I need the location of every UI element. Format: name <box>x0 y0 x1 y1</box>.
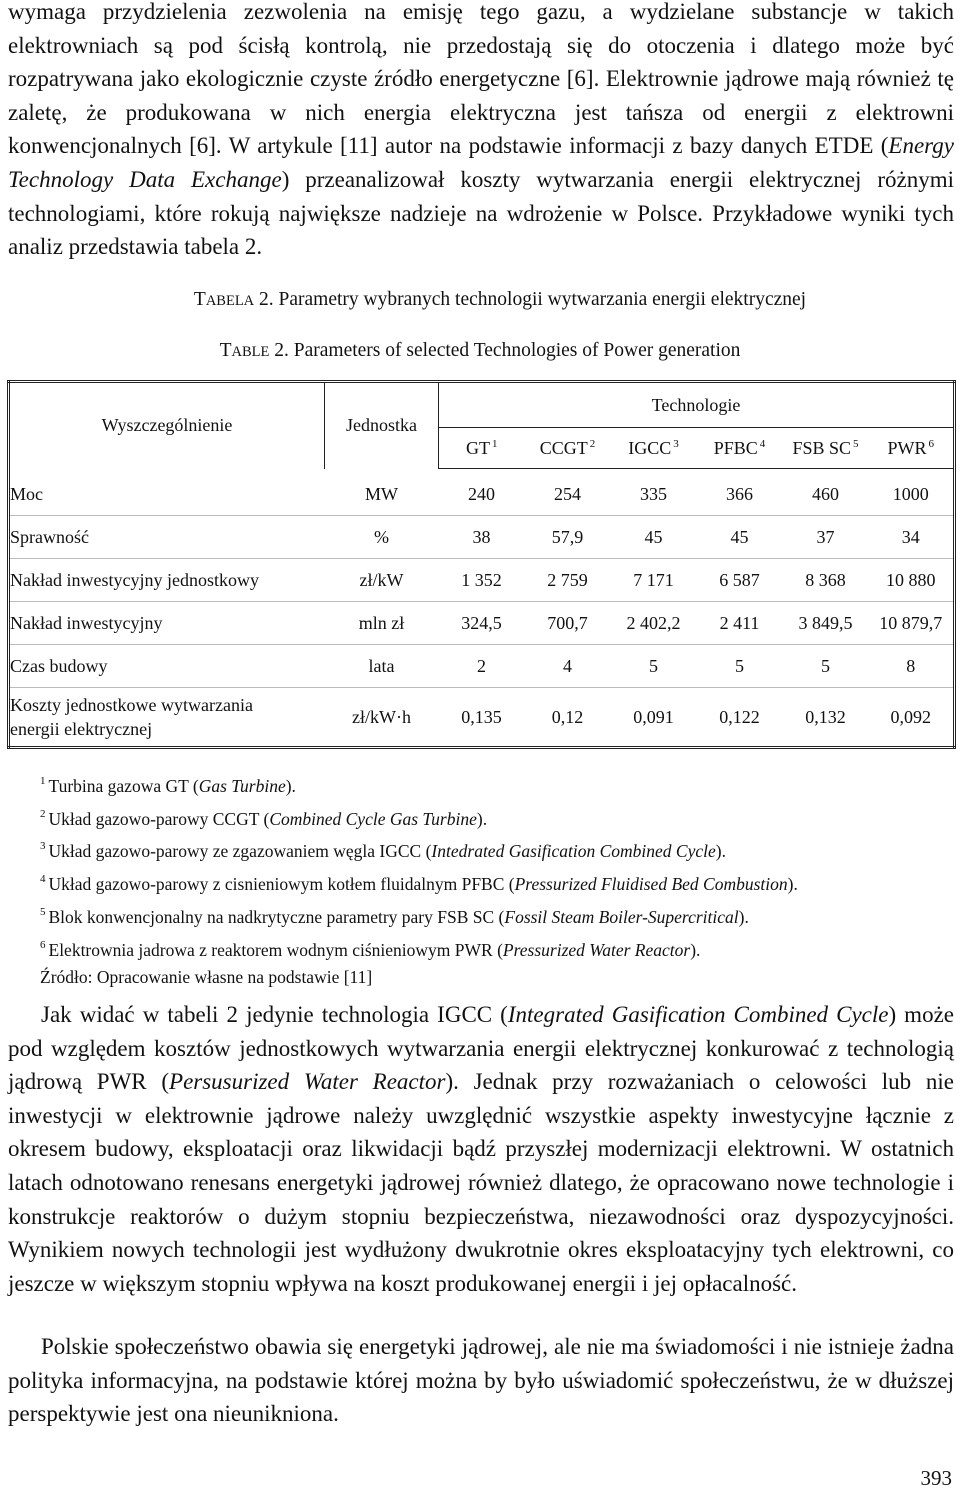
row-unit: zł/kW <box>325 559 439 602</box>
table-cell: 366 <box>697 473 783 516</box>
header-tech-cell: CCGT $^2$ <box>525 428 611 469</box>
italic-term: Energy Technology Data Exchange <box>8 133 954 192</box>
italic-term: Integrated Gasification Combined Cycle <box>507 1002 889 1027</box>
table-cell: 700,7 <box>525 602 611 645</box>
italic-term: Persusurized Water Reactor <box>169 1069 446 1095</box>
text-run: Jak widać w tabeli 2 jedynie technologia IGCC ( <box>41 1002 508 1027</box>
table-row <box>9 473 955 516</box>
footnote: $^5$ Blok konwencjonalny na nadkrytyczne parametry pary FSB SC (Fossil Steam Boiler-Supercritical). <box>40 905 749 927</box>
table-cell: 1000 <box>869 473 955 516</box>
table-cell: 0,122 <box>719 707 760 727</box>
row-unit: zł/kW·h <box>352 707 411 727</box>
table-cell: 57,9 <box>525 516 611 559</box>
source-note: Źródło: Opracowanie własne na podstawie [11] <box>40 967 373 988</box>
table-cell: 4 <box>525 645 611 688</box>
header-tech-cell: PFBC $^4$ <box>697 428 783 469</box>
text-run: wymaga przydzielenia zezwolenia na emisję tego gazu, a wydzielane substancje w takich elektrowniach są pod ścisłą kontrolą, nie przedostają się do otoczenia i dlatego może być rozpatrywana jako ekologicznie czyste źródło energetyczne [6]. Elektrownie jądrowe mają również tę zaletę, że produkowana w nich energia elektryczna jest tańsza od energii z elektrowni konwencjonalnych [6]. W artykule [11] autor na podstawie informacji z bazy danych ETDE ( <box>8 0 954 159</box>
table-cell: 240 <box>439 473 525 516</box>
table-cell: 10 879,7 <box>869 602 955 645</box>
table-cell: 254 <box>525 473 611 516</box>
table-cell: 8 368 <box>783 559 869 602</box>
footnotes <box>40 768 955 992</box>
table-cell: 3 849,5 <box>783 602 869 645</box>
table-cell: 10 880 <box>869 559 955 602</box>
table-cell: 2 411 <box>697 602 783 645</box>
table-cell: 0,091 <box>633 707 674 727</box>
table-row <box>9 516 955 559</box>
table-cell: 5 <box>611 645 697 688</box>
paragraph-intro <box>8 0 954 264</box>
text-run: ) przeanalizował koszty wytwarzania energii elektrycznej różnymi technologiami, które rokują największe nadzieje na wdrożenie w Polsce. Przykładowe wyniki tych analiz przedstawia tabela 2. <box>8 166 954 260</box>
header-label: Wyszczególnienie <box>9 382 325 469</box>
row-unit: % <box>325 516 439 559</box>
table-cell: 0,092 <box>890 707 932 727</box>
header-tech-cell: IGCC $^3$ <box>611 428 697 469</box>
table-cell: 460 <box>783 473 869 516</box>
table-caption-polish: TABELA 2. Parametry wybranych technologii wytwarzania energii elektrycznej <box>193 289 807 310</box>
footnote: $^2$ Układ gazowo-parowy CCGT (Combined Cycle Gas Turbine). <box>40 807 488 829</box>
footnote: $^3$ Układ gazowo-parowy ze zgazowaniem węgla IGCC (Intedrated Gasification Combined Cycle). <box>40 840 726 862</box>
row-unit: lata <box>325 645 439 688</box>
header-tech-cell: GT $^1$ <box>439 428 525 469</box>
paragraph-analysis <box>8 998 954 1300</box>
footnote: $^4$ Układ gazowo-parowy z cisnieniowym kotłem fluidalnym PFBC (Pressurized Fluidised Bed Combustion). <box>40 873 798 895</box>
table-cell: 37 <box>783 516 869 559</box>
row-label: Czas budowy <box>9 645 325 688</box>
row-label: Nakład inwestycyjny jednostkowy <box>9 559 325 602</box>
page-number: 393 <box>920 1466 952 1490</box>
footnote: $^6$ Elektrownia jadrowa z reaktorem wodnym ciśnieniowym PWR (Pressurized Water Reactor). <box>40 938 701 960</box>
table-cell: 7 171 <box>611 559 697 602</box>
table-cell: 45 <box>697 516 783 559</box>
header-technologies: Technologie <box>651 394 741 415</box>
table-cell: 1 352 <box>439 559 525 602</box>
table-row <box>9 645 955 688</box>
technology-parameters-table <box>7 380 956 749</box>
table-row <box>9 688 955 748</box>
row-unit: MW <box>325 473 439 516</box>
table-cell: 6 587 <box>697 559 783 602</box>
row-label: Nakład inwestycyjny <box>9 602 325 645</box>
header-tech-cell: FSB SC $^5$ <box>783 428 869 469</box>
row-unit: mln zł <box>325 602 439 645</box>
table-cell: 5 <box>783 645 869 688</box>
text-run: Polskie społeczeństwo obawia się energetyki jądrowej, ale nie ma świadomości i nie istnieje żadna polityka informacyjna, na podstawie której można by było uświadomić społeczeństwu, że w dłuższej perspektywie jest ona nieunikniona. <box>8 1334 954 1427</box>
table-row <box>9 559 955 602</box>
table-cell: 335 <box>611 473 697 516</box>
table-cell: 0,12 <box>551 707 584 727</box>
table-row <box>9 602 955 645</box>
paragraph-conclusion <box>8 1330 954 1431</box>
table-caption-english: TABLE 2. Parameters of selected Technologies of Power generation <box>219 340 741 361</box>
row-label: Moc <box>9 473 325 516</box>
table-cell: 2 <box>439 645 525 688</box>
header-tech-cell: PWR $^6$ <box>869 428 955 469</box>
table-cell: 5 <box>697 645 783 688</box>
text-run: ). Jednak przy rozważaniach o celowości lub nie inwestycji w elektrownie jądrowe należy uwzględnić wszystkie aspekty inwestycyjne łącznie z okresem budowy, eksploatacji oraz likwidacji bądź przyszłej modernizacji elektrowni. W ostatnich latach odnotowano renesans energetyki jądrowej również dlatego, że opracowano nowe technologie i konstrukcje reaktorów o dużym stopniu bezpieczeństwa, niezawodności oraz dyspozycyjności. Wynikiem nowych technologii jest wydłużony dwukrotnie okres eksploatacyjny tych elektrowni, co jeszcze w większym stopniu wpływa na koszt produkowanej energii i jej opłacalność. <box>8 1069 954 1296</box>
table-cell: 0,135 <box>461 707 502 727</box>
table-cell: 2 402,2 <box>611 602 697 645</box>
text-run: ) może pod względem kosztów jednostkowych wytwarzania energii elektrycznej konkurować z technologią jądrową PWR ( <box>8 1002 954 1095</box>
table-cell: 45 <box>611 516 697 559</box>
table-cell: 34 <box>869 516 955 559</box>
table-cell: 0,132 <box>805 707 846 727</box>
row-label: Koszty jednostkowe wytwarzania energii elektrycznej <box>10 695 253 739</box>
table-cell: 324,5 <box>439 602 525 645</box>
table-cell: 8 <box>869 645 955 688</box>
header-unit: Jednostka <box>325 382 439 469</box>
row-label: Sprawność <box>9 516 325 559</box>
footnote: $^1$ Turbina gazowa GT (Gas Turbine). <box>40 775 296 796</box>
table-cell: 2 759 <box>525 559 611 602</box>
table-cell: 38 <box>439 516 525 559</box>
